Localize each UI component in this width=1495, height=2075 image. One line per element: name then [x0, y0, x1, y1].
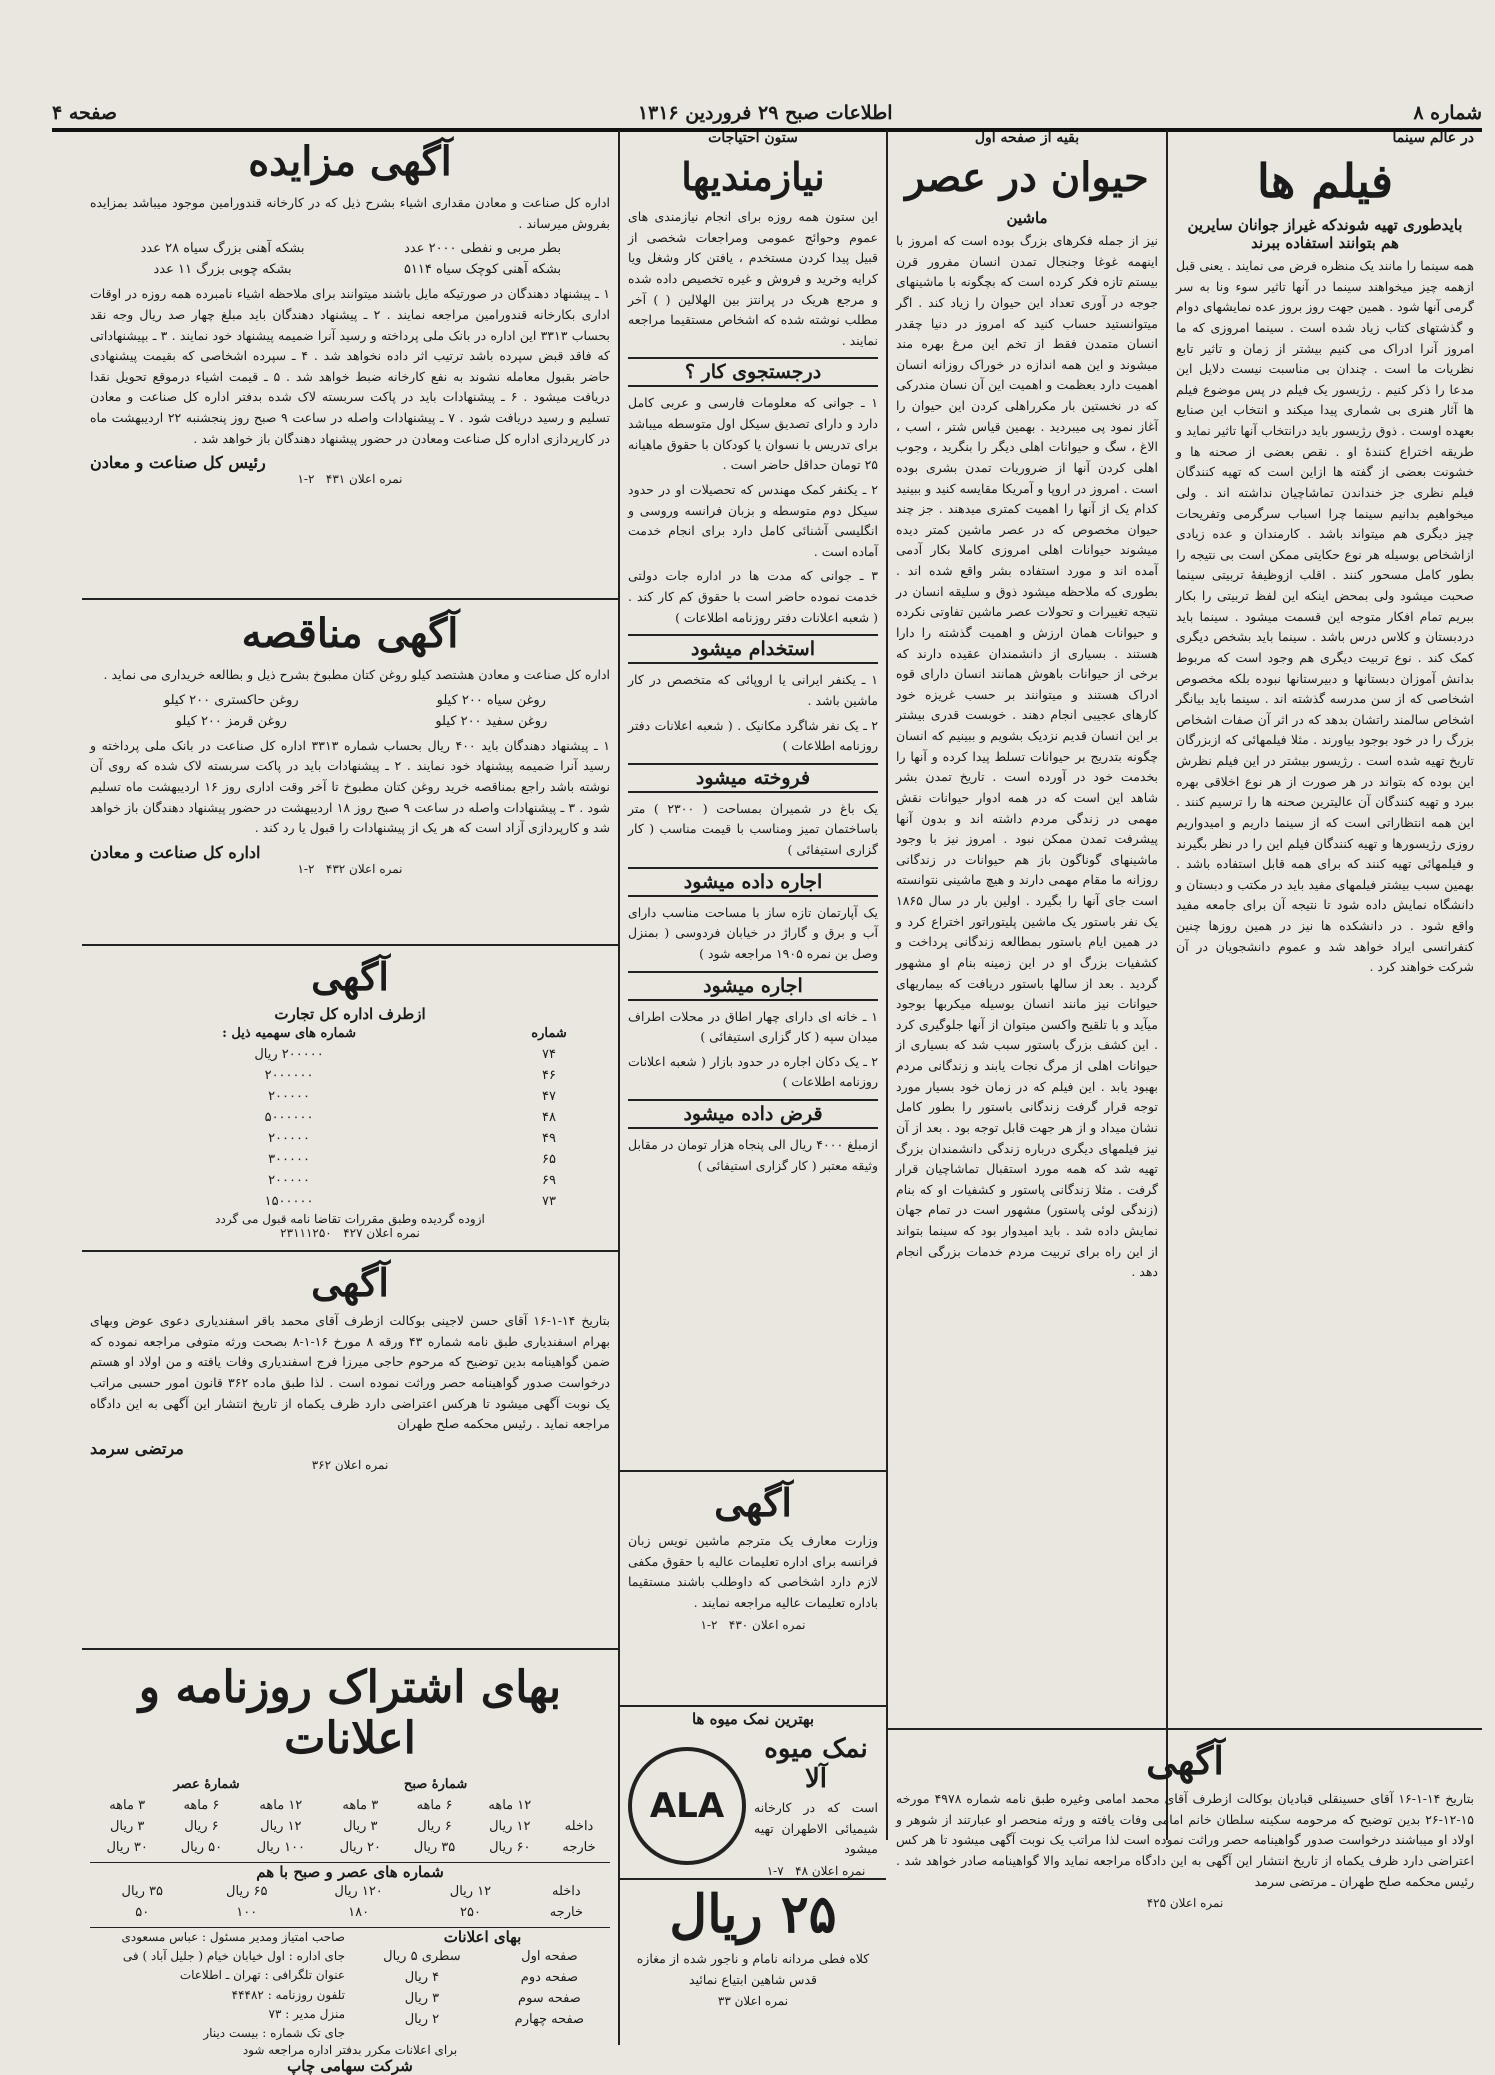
classifieds-section-heading: اجاره داده میشود	[628, 867, 878, 897]
trade-row	[90, 1086, 610, 1107]
tender-item-cell: روغن حاکستری ۲۰۰ کیلو	[163, 692, 299, 708]
classified-item: ۱ ـ خانه ای دارای چهار اطاق در محلات اطراف میدان سپه ( کار گزاری استیفائی )	[628, 1008, 878, 1045]
trade-row	[90, 1065, 610, 1086]
tender-item-cell: روغن سیاه ۲۰۰ کیلو	[436, 692, 546, 708]
tender-sign: اداره کل صناعت و معادن	[90, 842, 261, 862]
trade-row	[90, 1107, 610, 1128]
publisher-info	[90, 1928, 345, 2043]
subscription-evening-price: ۱۲ ریال	[260, 1819, 302, 1834]
subscription-morning-price: ۳ ریال	[343, 1819, 378, 1834]
classified-item: ۱ ـ جوانی که معلومات فارسی و عربی کامل دارد و دارای تصدیق سیکل اول متوسطه میباشد برای تدریس با نسوان یا کودکان با حقوق ماهیانه ۲۵ تومان حداقل حاضر است .	[628, 395, 878, 473]
ads-rate-cell: ۲ ریال	[404, 2012, 440, 2027]
section-rule	[82, 1648, 618, 1650]
subscription-both-price: ۱۲ ریال	[449, 1884, 492, 1899]
subscription-box	[82, 1652, 618, 2075]
salt-ad-code: نمره اعلان ۴۸	[795, 1863, 866, 1878]
ministry-ad-body: وزارت معارف یک مترجم ماشین نویس زبان فرانسه برای اداره تعلیمات عالیه با حقوق مکفی لازم دارد اشخاصی که داوطلب باشند مستقیما باداره تعلیمات عالیه مراجعه نمایند .	[628, 1533, 878, 1610]
period-label: ۶ ماهه	[183, 1798, 220, 1813]
tender-item-row	[90, 690, 610, 711]
trade-cell: ۲۰۰۰۰۰	[268, 1173, 310, 1188]
classified-item: ۲ ـ یک دکان اجاره در حدود بازار ( شعبه اعلانات روزنامه اطلاعات )	[628, 1053, 878, 1090]
subscription-both-price: ۱۸۰	[348, 1905, 370, 1920]
inheritance-code: نمره اعلان ۴۲۵	[1146, 1896, 1224, 1911]
court-notice-code: نمره اعلان ۳۶۲	[311, 1457, 389, 1472]
classified-item: ۲ ـ یک نفر شاگرد مکانیک . ( شعبه اعلانات دفتر روزنامه اطلاعات )	[628, 717, 878, 754]
period-label: ۳ ماهه	[109, 1798, 146, 1813]
subscription-morning-price: ۶۰ ریال	[489, 1840, 531, 1855]
trade-cell: ۷۴	[542, 1047, 557, 1062]
tender-code: نمره اعلان ۴۳۲	[325, 861, 403, 876]
subscription-evening-header: شمارهٔ عصر	[173, 1777, 240, 1792]
auction-item-row	[90, 259, 610, 280]
issue-number: شماره ۸	[1413, 102, 1482, 124]
classified-item: ۲ ـ یکنفر کمک مهندس که تحصیلات او در حدود سیکل دوم متوسطه و بزبان فرانسه وروسی و انگلیسی آشنائی کامل دارد برای انجام خدمت آماده است .	[628, 481, 878, 559]
court-notice-sign: مرتضی سرمد	[90, 1438, 184, 1458]
subscription-row	[90, 1837, 610, 1858]
inheritance-body: بتاریخ ۱۴-۱-۱۶ آقای حسینقلی قبادیان بوکالت ازطرف آقای محمد امامی وغیره طبق نامه شماره ۴۹۷۸ مورخه ۱۵-۱۲-۲۶ بدین توضیح که مرحومه سکینه سلطان خانم امامی وفات یافته و ورثه منحصر او عبارتند از شوهر و اولاد او میباشند درخواست صدور گواهینامه حصر وراثت نموده است لذا مراتب یک نوبت آگهی میشود تا هر کس اعتراضی دارد ظرف یکماه از تاریخ انتشار این آگهی به این دادگاه مراجعه نماید والا گواهینامه صادر خواهد شد . رئیس محکمه صلح طهران ـ مرتضی سرمد	[896, 1791, 1474, 1889]
tender-terms: ۱ ـ پیشنهاد دهندگان باید ۴۰۰ ریال بحساب شماره ۳۳۱۳ اداره کل صناعت در بانک ملی پرداخته و رسید آنرا ضمیمه پیشنهاد خود نمایند . ۲ ـ پیشنهادات باید در پاکت سربسته لاک شده که روی آن نوشته باشد راجع بمناقصه خرید روغن کتان مطبوخ تا آخر وقت اداری روز ۱۶ اردیبهشت ماه تسلیم شود . ۳ ـ پیشنهادات واصله در ساعت ۹ صبح روز ۱۸ اردیبهشت در حضور پیشنهاد دهندگان باز خواهد شد و کارپردازی آزاد است که هر یک از پیشنهادات را قبول یا رد کند .	[90, 737, 611, 836]
trade-cell: ۲۰۰۰۰۰ ریال	[254, 1047, 324, 1062]
trade-cell: ۴۸	[542, 1110, 557, 1125]
ministry-ad-code: نمره اعلان ۴۳۰	[728, 1617, 806, 1632]
court-notice-body: بتاریخ ۱۴-۱-۱۶ آقای حسن لاجینی بوکالت ازطرف آقای محمد باقر اسفندیاری دعوی عوض وبهای بهرام اسفندیاری طبق نامه شماره ۴۳ ورقه ۸ مورخ ۱۶-۱-۸ بصحت ورثه متوفی مراجعه نموده که ضمن گواهینامه بدین توضیح که مرحوم حاجی میرزا فرج اسفندیاری وفات یافته و من اولاد او هستم درخواست صدور گواهینامه حصر وراثت نموده است . لذا طبق ماده ۳۶۲ قانون امور حسبی مراتب یک نوبت آگهی میشود تا هرکس اعتراضی دارد ظرف یکماه از تاریخ انتشار این آگهی به این دادگاه مراجعه نماید . رئیس محکمه صلح طهران	[90, 1313, 611, 1432]
publisher-info-line: صاحب امتیاز ومدیر مسئول : عباس مسعودی	[121, 1930, 345, 1944]
subscription-evening-price: ۶ ریال	[184, 1819, 219, 1834]
inheritance-title: آگهی	[1146, 1738, 1224, 1783]
section-rule	[620, 1705, 886, 1707]
trade-num: ۲۳۱۱۱۲۵۰	[280, 1226, 332, 1240]
court-notice-title: آگهی	[311, 1260, 389, 1305]
section-rule	[620, 1470, 886, 1472]
classifieds-section-heading: اجاره میشود	[628, 971, 878, 1001]
salt-ad-num: ۷-۱	[766, 1863, 784, 1878]
subscription-morning-price: ۱۲ ریال	[489, 1819, 531, 1834]
ads-rate-row	[355, 1988, 610, 2009]
classifieds-kicker: ستون احتیاجات	[708, 130, 798, 146]
price-ad-body: کلاه فطی مردانه نامام و ناجور شده از مغازه قدس شاهین ابتیاع نمائید	[636, 1951, 870, 1987]
subscription-evening-price: ۵۰ ریال	[180, 1840, 223, 1855]
trade-title: آگهی	[311, 954, 389, 999]
page-number: صفحه ۴	[52, 102, 118, 124]
auction-item-cell: بشکه چوبی بزرگ ۱۱ عدد	[153, 262, 292, 278]
ads-rate-cell: صفحه چهارم	[514, 2012, 585, 2027]
trade-ad	[82, 948, 618, 1248]
classifieds-intro: این ستون همه روزه برای انجام نیازمندی های عموم وحوائج عمومی ومراجعات شخصی از قبیل پیدا کردن مستخدم ، یافتن کار وشغل ویا کرایه وخرید و فروش و غیره تخصیص داده شده و مرجع هریک در پرانتز بین الهلالین ( ) آخر مطلب نوشته شده که اشخاص مستقیما مراجعه نمایند .	[628, 209, 878, 348]
films-body: همه سینما را مانند یک منظره فرض می نمایند . یعنی قبل ازهمه چیز میخواهند سینما در آنها تاثیر سوء ونا به سر گرمی آنها شود . همین جهت روز بروز عده نمایشهای دوام و گذشتهای کتاب زیاد شده است . سینما امروزی که ما امروز آنرا ادراک می کنیم بیشتر از زمان و تاثیر تابع نظریات ما است . چندان بی مناسبت نیست دلایل این مدعا را ذکر کنیم . رژیسور یک فیلم در پس موضوع فیلم ها آثار هنری بی شماری پیدا میکند و انتخاب این صنایع بعهده اوست . ذوق رژیسور باید درانتخاب آنها تاثیر نماید و طریقه اختراع کنندهٔ او . نقص بعضی از صحنه ها و خشونت بعضی از گفته ها ازاین است که تهیه کنندگان فیلم نظری جز خنداندن تماشاچیان نداشته اند . ولی میخواهیم بدانیم سینما چرا اسباب سرگرمی وتفریحات چیز دیگری هم میتواند باشد . کارمندان و عده زیادی ازاشخاص بوسیله هر نوع حکایتی ممکن است بی نتیجه را بطور کامل مسحور کنند . اقلب ازوظیفهٔ تربیتی سینما صحبت میشود ولی بمحض اینکه این لفظ تربیتی را بکار ببریم تمام افکار متوجه این قسمت میشود . سینما باید دردبستان و کلاس درس باشد . سینما باید بشخص دیگری کمک کند . نوع تربیت دیگری هم وجود است که مربوط بدانش آموزان دبستانها و دبیرستانها نبوده بلکه مخصوص اشخاصی که از سن مدرسه گذشته اند . سینما باید بیانگر اشخاص سالمند راتشان بدهد که در اثر آن صفات اشخاص بزرگ را در خود بوجود بیاورند . مثلا فیلمهائی که ازبزرگان تاریخ تهیه شده است . رژیسور بیشتر در این فیلم نظرش این بوده که بتواند در هر صورت از هر نوع اخلاقی بهره ببرد و تهیه کنندگان آن عالیترین صحنه ها را ترسیم کنند . این همه انتظاراتی است که از سینما داریم و امیدواریم روزی رژیسورها و تهیه کنندگان فیلم این را در نظر بگیرند و فیلمهائی تهیه کنند که برای همه قابل استفاده باشد . بهمین سبب بیشتر فیلمهای مفید باید در مکتب و دبستان و دانشگاه نمایش داده شود تا نتیجه آن برای جامعه مفید واقع شود . در دانشکده ها نیز در همین روزها چنین کنفرانسی ایراد خواهد شد و عموم دانشجویان در آن شرکت خواهند کرد .	[1176, 258, 1474, 975]
ministry-ad	[620, 1474, 886, 1704]
ads-rates-title: بهای اعلانات	[443, 1928, 522, 1946]
subscription-morning-header: شمارهٔ صبح	[403, 1777, 468, 1792]
price-ad-code: نمره اعلان ۳۳	[717, 1994, 789, 2009]
animal-article	[888, 130, 1166, 1726]
classifieds-section-heading: فروخته میشود	[628, 763, 878, 793]
trade-row	[90, 1170, 610, 1191]
ala-logo-icon: ALA	[628, 1747, 746, 1865]
period-corner	[548, 1795, 610, 1816]
films-kicker: در عالم سینما	[1392, 130, 1474, 146]
ads-rates-table	[355, 1946, 610, 2030]
subscription-morning-price: ۲۰ ریال	[339, 1840, 381, 1855]
auction-sign: رئیس کل صناعت و معادن	[90, 453, 266, 473]
classified-item: ۳ ـ جوانی که مدت ها در اداره جات دولتی خدمت نموده حاضر است با حقوق کم کار کند . ( شعبه اعلانات دفتر روزنامه اطلاعات )	[628, 568, 878, 625]
auction-title: آگهی مزایده	[248, 138, 452, 185]
court-notice	[82, 1254, 618, 1646]
auction-items-table	[90, 238, 610, 280]
tender-items-table	[90, 690, 610, 732]
tender-num: ۲-۱	[297, 861, 315, 876]
classifieds-section-heading: استخدام میشود	[628, 634, 878, 664]
classifieds-sections	[628, 357, 878, 1176]
auction-code: نمره اعلان ۴۳۱	[325, 472, 403, 487]
subscription-both-price: ۶۵ ریال	[226, 1884, 268, 1899]
subscription-both-region: داخله	[551, 1884, 581, 1899]
trade-head-number: شماره	[531, 1026, 567, 1041]
trade-table	[90, 1023, 610, 1212]
classified-item: یک آپارتمان تازه ساز با مساحت مناسب دارای آب و برق و گاراژ در خیابان فردوسی ( بمنزل وصل بن نمره ۱۹۰۵ مراجعه شود )	[628, 904, 878, 961]
subscription-title: بهای اشتراک روزنامه و اعلانات	[138, 1662, 562, 1764]
auction-item-cell: بطر مربی و نفطی ۲۰۰۰ عدد	[404, 241, 562, 257]
classified-item: ازمبلغ ۴۰۰۰ ریال الی پنجاه هزار تومان در مقابل وثیقه معتبر ( کار گزاری استیفائی )	[628, 1137, 878, 1173]
films-article	[1168, 130, 1482, 1726]
classified-item: ۱ ـ یکنفر ایرانی یا اروپائی که متخصص در کار ماشین باشد .	[628, 672, 878, 708]
section-rule	[82, 598, 618, 600]
tender-item-cell: روغن سفید ۲۰۰ کیلو	[435, 713, 548, 729]
auction-terms: ۱ ـ پیشنهاد دهندگان در صورتیکه مایل باشند میتوانند برای ملاحظه اشیاء نامبرده همه روزه در اوقات اداری بکارخانه قندورامین مراجعه نمایند . ۲ ـ پیشنهاد دهندگان باید مبلغ چهار صد ریال وجه نقد بحساب ۳۳۱۳ این اداره در بانک ملی پرداخته و رسید آنرا ضمیمه پیشنهاد خود نمایند . ۳ ـ بپیشنهاداتی که فاقد قبض سپرده باشد ترتیب اثر داده نخواهد شد . ۴ ـ سپرده اشخاصی که بقیمت پیشنهادی حاضر بقبول معامله نشوند به نفع کارخانه ضبط خواهد شد . ۵ ـ قیمت اشیاء درموقع تحویل نقدا دریافت میشود . ۶ ـ پیشنهادات باید در پاکت سربسته لاک شده بدفتر اداره کل صناعت و معادن تسلیم و رسید دریافت شود . ۷ ـ پیشنهادات واصله در ساعت ۹ صبح روز پنجشنبه ۲۲ اردیبهشت ماه در کارپردازی اداره کل صناعت ومعادن در حضور پیشنهاد دهندگان باز خواهد شد .	[90, 286, 611, 446]
trade-cell: ۳۰۰۰۰۰	[268, 1152, 310, 1167]
publisher-info-line: جای تک شماره : بیست دینار	[203, 2025, 345, 2040]
ads-rate-row	[355, 1967, 610, 1988]
subscription-both-region: خارجه	[549, 1905, 583, 1920]
trade-cell: ۲۰۰۰۰۰	[268, 1089, 310, 1104]
trade-cell: ۱۵۰۰۰۰۰	[264, 1194, 314, 1209]
subscription-both-row	[90, 1902, 610, 1923]
trade-cell: ۴۹	[542, 1131, 557, 1146]
publisher-info-line: عنوان تلگرافی : تهران ـ اطلاعات	[179, 1968, 345, 1983]
publisher-info-line: منزل مدیر : ۷۳	[268, 2006, 345, 2021]
subscription-both-price: ۱۲۰ ریال	[334, 1884, 383, 1899]
period-label: ۱۲ ماهه	[259, 1798, 303, 1813]
classifieds-section-heading: درجستجوی کار ؟	[628, 357, 878, 387]
trade-row	[90, 1044, 610, 1065]
trade-code: نمره اعلان ۴۲۷	[343, 1226, 420, 1240]
subscription-both-price: ۵۰	[135, 1905, 150, 1920]
trade-cell: ۴۷	[542, 1089, 557, 1104]
auction-body: اداره کل صناعت و معادن مقداری اشیاء بشرح ذیل که در کارخانه قندورامین موجود میباشد بمزایده بفروش میرساند .	[90, 195, 610, 231]
publisher-info-line: جای اداره : اول خیابان خیام ( جلیل آباد ) فی	[122, 1949, 345, 1964]
auction-item-cell: بشکه آهنی بزرگ سیاه ۲۸ عدد	[140, 241, 305, 257]
subscription-both-title: شماره های عصر و صبح با هم	[90, 1862, 610, 1881]
animal-subtitle: ماشین	[1006, 209, 1048, 227]
subscription-region: داخله	[564, 1819, 594, 1834]
trade-cell: ۵۰۰۰۰۰۰	[264, 1110, 314, 1125]
section-rule	[82, 1250, 618, 1252]
period-label: ۳ ماهه	[342, 1798, 379, 1813]
masthead-date: اطلاعات صبح ۲۹ فروردین ۱۳۱۶	[637, 102, 893, 124]
period-label: ۶ ماهه	[416, 1798, 453, 1813]
films-title: فیلم ها	[1256, 154, 1393, 208]
subscription-both-price: ۱۰۰	[236, 1905, 258, 1920]
trade-cell: ۶۹	[542, 1173, 557, 1188]
ministry-ad-num: ۲-۱	[700, 1617, 718, 1632]
section-rule	[82, 944, 618, 946]
ads-rate-cell: ۳ ریال	[404, 1991, 440, 2006]
subscription-row	[90, 1816, 610, 1837]
section-rule	[888, 1728, 1482, 1730]
subscription-region: خارجه	[562, 1840, 596, 1855]
salt-ad-body: است که در کارخانه شیمیائی الاطهران تهیه میشود	[754, 1800, 878, 1857]
classifieds-column	[620, 130, 886, 1468]
trade-subtitle: ازطرف اداره کل تجارت	[274, 1005, 426, 1023]
trade-cell: ۲۰۰۰۰۰۰	[264, 1068, 314, 1083]
tender-item-row	[90, 711, 610, 732]
trade-cell: ۶۵	[542, 1152, 557, 1167]
tender-body: اداره کل صناعت و معادن هشتصد کیلو روغن کتان مطبوخ بشرح ذیل و بطالعه خریداری می نماید .	[103, 667, 610, 682]
subscription-morning-price: ۳۵ ریال	[413, 1840, 456, 1855]
trade-footer: ازوده گردیده وطبق مقررات تقاضا نامه قبول می گردد	[215, 1212, 485, 1226]
auction-item-row	[90, 238, 610, 259]
price-ad-price: ۲۵ ریال	[669, 1884, 837, 1945]
inheritance-notice	[888, 1732, 1482, 2032]
ads-rate-row	[355, 2009, 610, 2030]
trade-row	[90, 1191, 610, 1212]
subscription-footer: برای اعلانات مکرر بدفتر اداره مراجعه شود	[242, 2043, 458, 2058]
subscription-evening-price: ۱۰۰ ریال	[256, 1840, 306, 1855]
tender-ad	[82, 602, 618, 942]
subscription-both-row	[90, 1881, 610, 1902]
trade-cell: ۷۳	[542, 1194, 557, 1209]
animal-title: حیوان در عصر	[905, 154, 1149, 201]
trade-row	[90, 1149, 610, 1170]
ads-rate-cell: سطری ۵ ریال	[383, 1949, 461, 1964]
classifieds-title: نیازمندیها	[681, 154, 825, 199]
printer-name: شرکت سهامی چاپ	[287, 2057, 413, 2075]
trade-cell: ۲۰۰۰۰۰	[268, 1131, 310, 1146]
tender-title: آگهی مناقصه	[241, 610, 459, 657]
subscription-both-price: ۲۵۰	[459, 1905, 481, 1920]
masthead	[52, 88, 1482, 132]
films-subtitle: بایدطوری تهیه شوندکه غیراز جوانان سایرین هم بتوانند استفاده ببرند	[1187, 216, 1463, 252]
subscription-both-price: ۳۵ ریال	[121, 1884, 163, 1899]
classified-item: یک باغ در شمیران بمساحت ( ۲۳۰۰ ) متر باساختمان تمیز ومناسب با قیمت مناسب ( کار گزاری استیفائی )	[628, 800, 878, 857]
ads-rate-cell: ۴ ریال	[404, 1970, 440, 1985]
trade-row	[90, 1128, 610, 1149]
ministry-ad-title: آگهی	[714, 1480, 792, 1525]
salt-ad-brand: نمک میوه آلا	[764, 1734, 868, 1794]
animal-body: نیز از جمله فکرهای بزرگ بوده است که امروز با اینهمه غوغا وجنجال تمدن انسان مفرور قرن بیستم تازه فکر کرده است که بچگونه با ماشینهای جوجه در آوری تعداد این حیوان را زیاد کند . اگر میتوانستید حساب کنید که امروز در دنیا چقدر انسان متمدن فقط از تخم این مرغ بهره مند میشوند و این همه اندازه در خوراک روزانه انسان اهمیت دارد بعظمت و اهمیت این آن نسان مندرکی که در نخستین بار مکرراهلی کردن این حیوان را آغاز نمود پی میبردید . بهمین قیاس شتر ، اسب ، الاغ ، سگ و حیوانات اهلی دیگر را بنگرید ، وجوب اهلی کردن آنها از ضروریات تمدن بشری بوده است . امروز در اروپا و آمریکا مقایسه کنید و ببینید کدام یک از آنها را اهمیت کمتری میدهند . جز چند حیوان مخصوص که در عصر ماشین کمتر دیده میشوند حیوانات اهلی امروزی کاملا بکار آدمی آمده اند و مورد استفاده بشر واقع شده اند . بطوری که ملاحظه میشود ذوق و سلیقه انسان در نتیجه تغییرات و تحولات عصر ماشین تفاوتی نکرده و حیوانات همان ارزش و اهمیت گذشته را دارا هستند . بسیاری از دانشمندان عقیده دارند که برخی از حیوانات باهوش همانند انسان دارای قوه ادراک هستند و میتوانند بر حسب غریزه خود کارهای عجیبی انجام دهند . خوبست قدری بیشتر بر این انسان قدیم نزدیک بشویم و ببینیم که انسان چگونه بتدریج بر حیوانات تسلط پیدا کرده و آنها را بخدمت خود در آورده است . تاریخ تمدن بشر شاهد این است که در همه ادوار حیوانات نقش مهمی در زندگی مردم داشته اند و بدون آنها پیشرفت تمدن ممکن نبود . امروز نیز با وجود ماشینهای گوناگون باز هم حیوانات در زندگانی روزانه ما مقام مهمی دارند و هیچ ماشینی نتوانسته است جای آنها را بگیرد . اولین بار در سال ۱۸۶۵ یک نفر باستور یک ماشین پلیتوراتور اختراع کرد و در همین ایام باستور بمطالعه زندگانی پرداخت و کشفیات بزرگ او در این زمینه بنام او مشهور گردید . بعد از سالها باستور دریافت که بیماریهای حیوانات نیز مانند انسان بوسیله میکربها بوجود میآید و با تلقیح واکسن میتوان از آنها جلوگیری کرد . این کشف بزرگ باستور سبب شد که بسیاری از حیوانات اهلی از مرگ نجات یابند و زندگانی مردم بهبود یابد . این فیلم که در زمان خود بسیار مورد توجه قرار گرفت زندگانی باستور را بطور کامل نشان میداد و از هر جهت قابل توجه بود . بعد از آن نیز فیلمهای دیگری درباره زندگی دانشمندان بزرگ تهیه شد که همه مورد استقبال تماشاچیان قرار گرفت . مثلا زندگانی پاستور و کشفیات او که بنام (زندگی لوئی پاستور) مشهور است در تمام جهان نمایش داده شد . باید امیدوار بود که سینما بتواند از این راه برای تربیت مردم خدمات بزرگی انجام دهد .	[896, 233, 1158, 1280]
price-ad	[620, 1878, 886, 2038]
period-label: ۱۲ ماهه	[488, 1798, 532, 1813]
salt-ad	[620, 1710, 886, 1878]
auction-ad	[82, 130, 618, 596]
subscription-both-table	[90, 1881, 610, 1923]
salt-ad-top: بهترین نمک میوه ها	[691, 1710, 815, 1728]
auction-num: ۲-۱	[297, 472, 315, 487]
ads-rate-row	[355, 1946, 610, 1967]
auction-item-cell: بشکه آهنی کوچک سیاه ۵۱۱۴	[403, 262, 562, 278]
trade-cell: ۴۶	[542, 1068, 557, 1083]
ads-rate-cell: صفحه اول	[521, 1949, 578, 1964]
subscription-morning-price: ۶ ریال	[417, 1819, 452, 1834]
subscription-evening-price: ۳۰ ریال	[106, 1840, 148, 1855]
subscription-table	[90, 1774, 610, 1858]
classifieds-section-heading: قرض داده میشود	[628, 1099, 878, 1129]
animal-kicker: بقیه از صفحه اول	[974, 130, 1080, 146]
tender-item-cell: روغن قرمز ۲۰۰ کیلو	[175, 713, 287, 729]
subscription-evening-price: ۳ ریال	[109, 1819, 145, 1834]
publisher-info-line: تلفون روزنامه : ۴۴۴۸۲	[231, 1987, 345, 2002]
trade-head-quota: شماره های سهمیه ذیل :	[222, 1026, 356, 1041]
ads-rate-cell: صفحه دوم	[520, 1970, 579, 1985]
ads-rate-cell: صفحه سوم	[518, 1991, 581, 2006]
